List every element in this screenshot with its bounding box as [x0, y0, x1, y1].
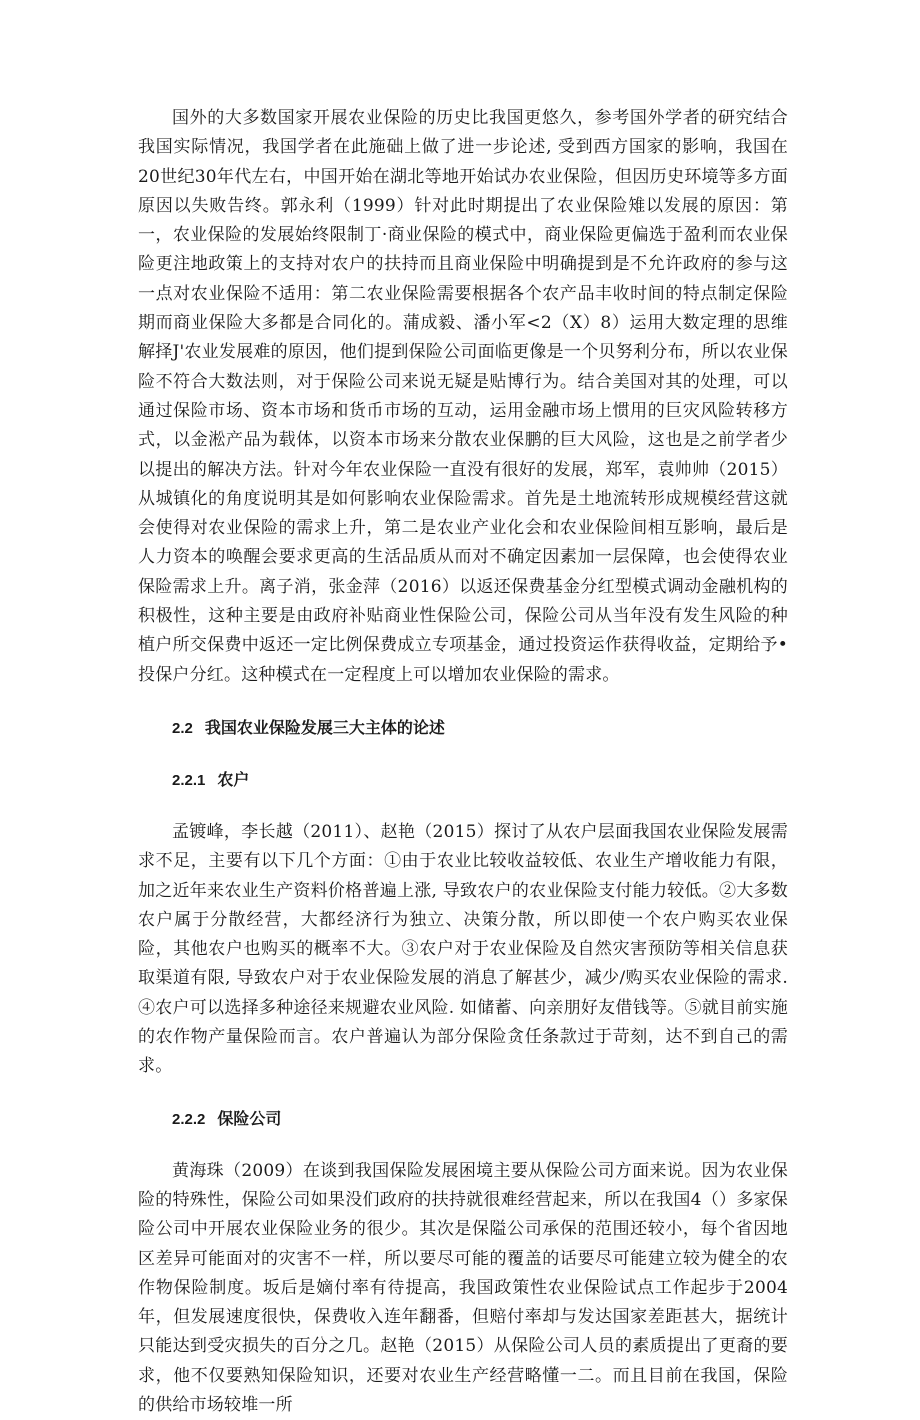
document-page: [138, 104, 788, 1420]
subsection-number: 2.2.2: [172, 1110, 206, 1128]
farmer-paragraph: 孟镀峰，李长越（2011）、赵艳（2015）探讨了从农户层面我国农业保险发展需求不足，主要有以下几个方面：①由于农业比较收益较低、农业生产增收能力有限，加之近年来农业生产资料价格普遍上涨, 导致农户的农业保险支付能力较低。②大多数农户属于分散经营，大都经济行为独立、决策分散，所以即使一个农户购买农业保险，其他农户也购买的概率不大。③农户对于农业保险及自然灾害预防等相关信息获取渠道有限, 导致农户对于农业保险发展的消息了解甚少，减少/购买农业保险的需求. ④农户可以选择多种途径来规避农业风险. 如储蓄、向亲朋好友借钱等。⑤就目前实施的农作物产量保险而言。农户普遍认为部分保险贪任条款过于苛刻，达不到自己的需求。: [138, 821, 788, 1077]
section-number: 2.2: [172, 719, 193, 737]
subsection-title: 农户: [217, 769, 250, 789]
section-heading-2-2: [138, 714, 788, 743]
subsection-number: 2.2.1: [172, 771, 206, 789]
subsection-title: 保险公司: [217, 1108, 282, 1128]
subsection-heading-2-2-2: [138, 1105, 788, 1134]
intro-paragraph: 国外的大多数国家开展农业保险的历史比我国更悠久，参考国外学者的研究结合我国实际情况，我国学者在此施础上做了进一步论述, 受到西方国家的影响，我国在20世纪30年代左右，中国开始在湖北等地开始试办农业保险，但因历史环境等多方面原因以失败告终。郭永利（1999）针对此时期提出了农业保险雉以发展的原因：第一，农业保险的发展始终限制丁·商业保险的模式中，商业保险更偏选于盈利而农业保险更注地政策上的支持对农户的扶持而且商业保险中明确提到是不允许政府的参与这一点对农业保险不适用：第二农业保险需要根据各个农产品丰收时间的特点制定保险期而商业保险大多都是合同化的。蒲成毅、潘小军<2（X）8）运用大数定理的思维解择J'农业发展难的原因，他们提到保险公司面临更像是一个贝努利分布，所以农业保险不符合大数法则，对于保险公司来说无疑是贴博行为。结合美国对其的处理，可以通过保险市场、资本市场和货币市场的互动，运用金融市场上惯用的巨灾风险转移方式，以金淞产品为载体，以资本市场来分散农业保鹏的巨大风险，这也是之前学者少以提出的解决方法。针对今年农业保险一直没有很好的发展，郑军，袁帅帅（2015）从城镇化的角度说明其是如何影响农业保险需求。首先是土地流转形成规模经营这就会使得对农业保险的需求上升，第二是农业产业化会和农业保险间相互影响，最后是人力资本的唤醒会要求更高的生活品质从而对不确定因素加一层保障，也会使得农业保险需求上升。离子消，张金萍（2016）以返还保费基金分红型模式调动金融机构的积极性，这种主要是由政府补贴商业性保险公司，保险公司从当年没有发生风险的种植户所交保费中返还一定比例保费成立专项基金，通过投资运作获得收益，定期给予•投保户分红。这种模式在一定程度上可以增加农业保险的需求。: [138, 108, 788, 685]
insurance-company-paragraph: 黄海珠（2009）在谈到我国保险发展困境主要从保险公司方面来说。因为农业保险的特殊性，保险公司如果没们政府的扶持就很难经营起来，所以在我国4（）多家保险公司中开展农业保险业务的很少。其次是保隘公司承保的范围还较小，每个省因地区差异可能面对的灾害不一样，所以要尽可能的覆盖的话要尽可能建立较为健全的农作物保险制度。坂后是嫡付率有待提高，我国政策性农业保险试点工作起步于2004年，但发展速度很快，保费收入连年翻番，但赔付率却与发达国家差距甚大，据统计只能达到受灾损失的百分之几。赵艳（2015）从保险公司人员的素质提出了更裔的要求，他不仅要熟知保险知识，还要对农业生产经营略懂一二。而且目前在我国，保险的供给市场较堆一所: [138, 1160, 788, 1415]
subsection-heading-2-2-1: [138, 766, 788, 795]
section-title: 我国农业保险发展三大主体的论述: [204, 717, 445, 737]
